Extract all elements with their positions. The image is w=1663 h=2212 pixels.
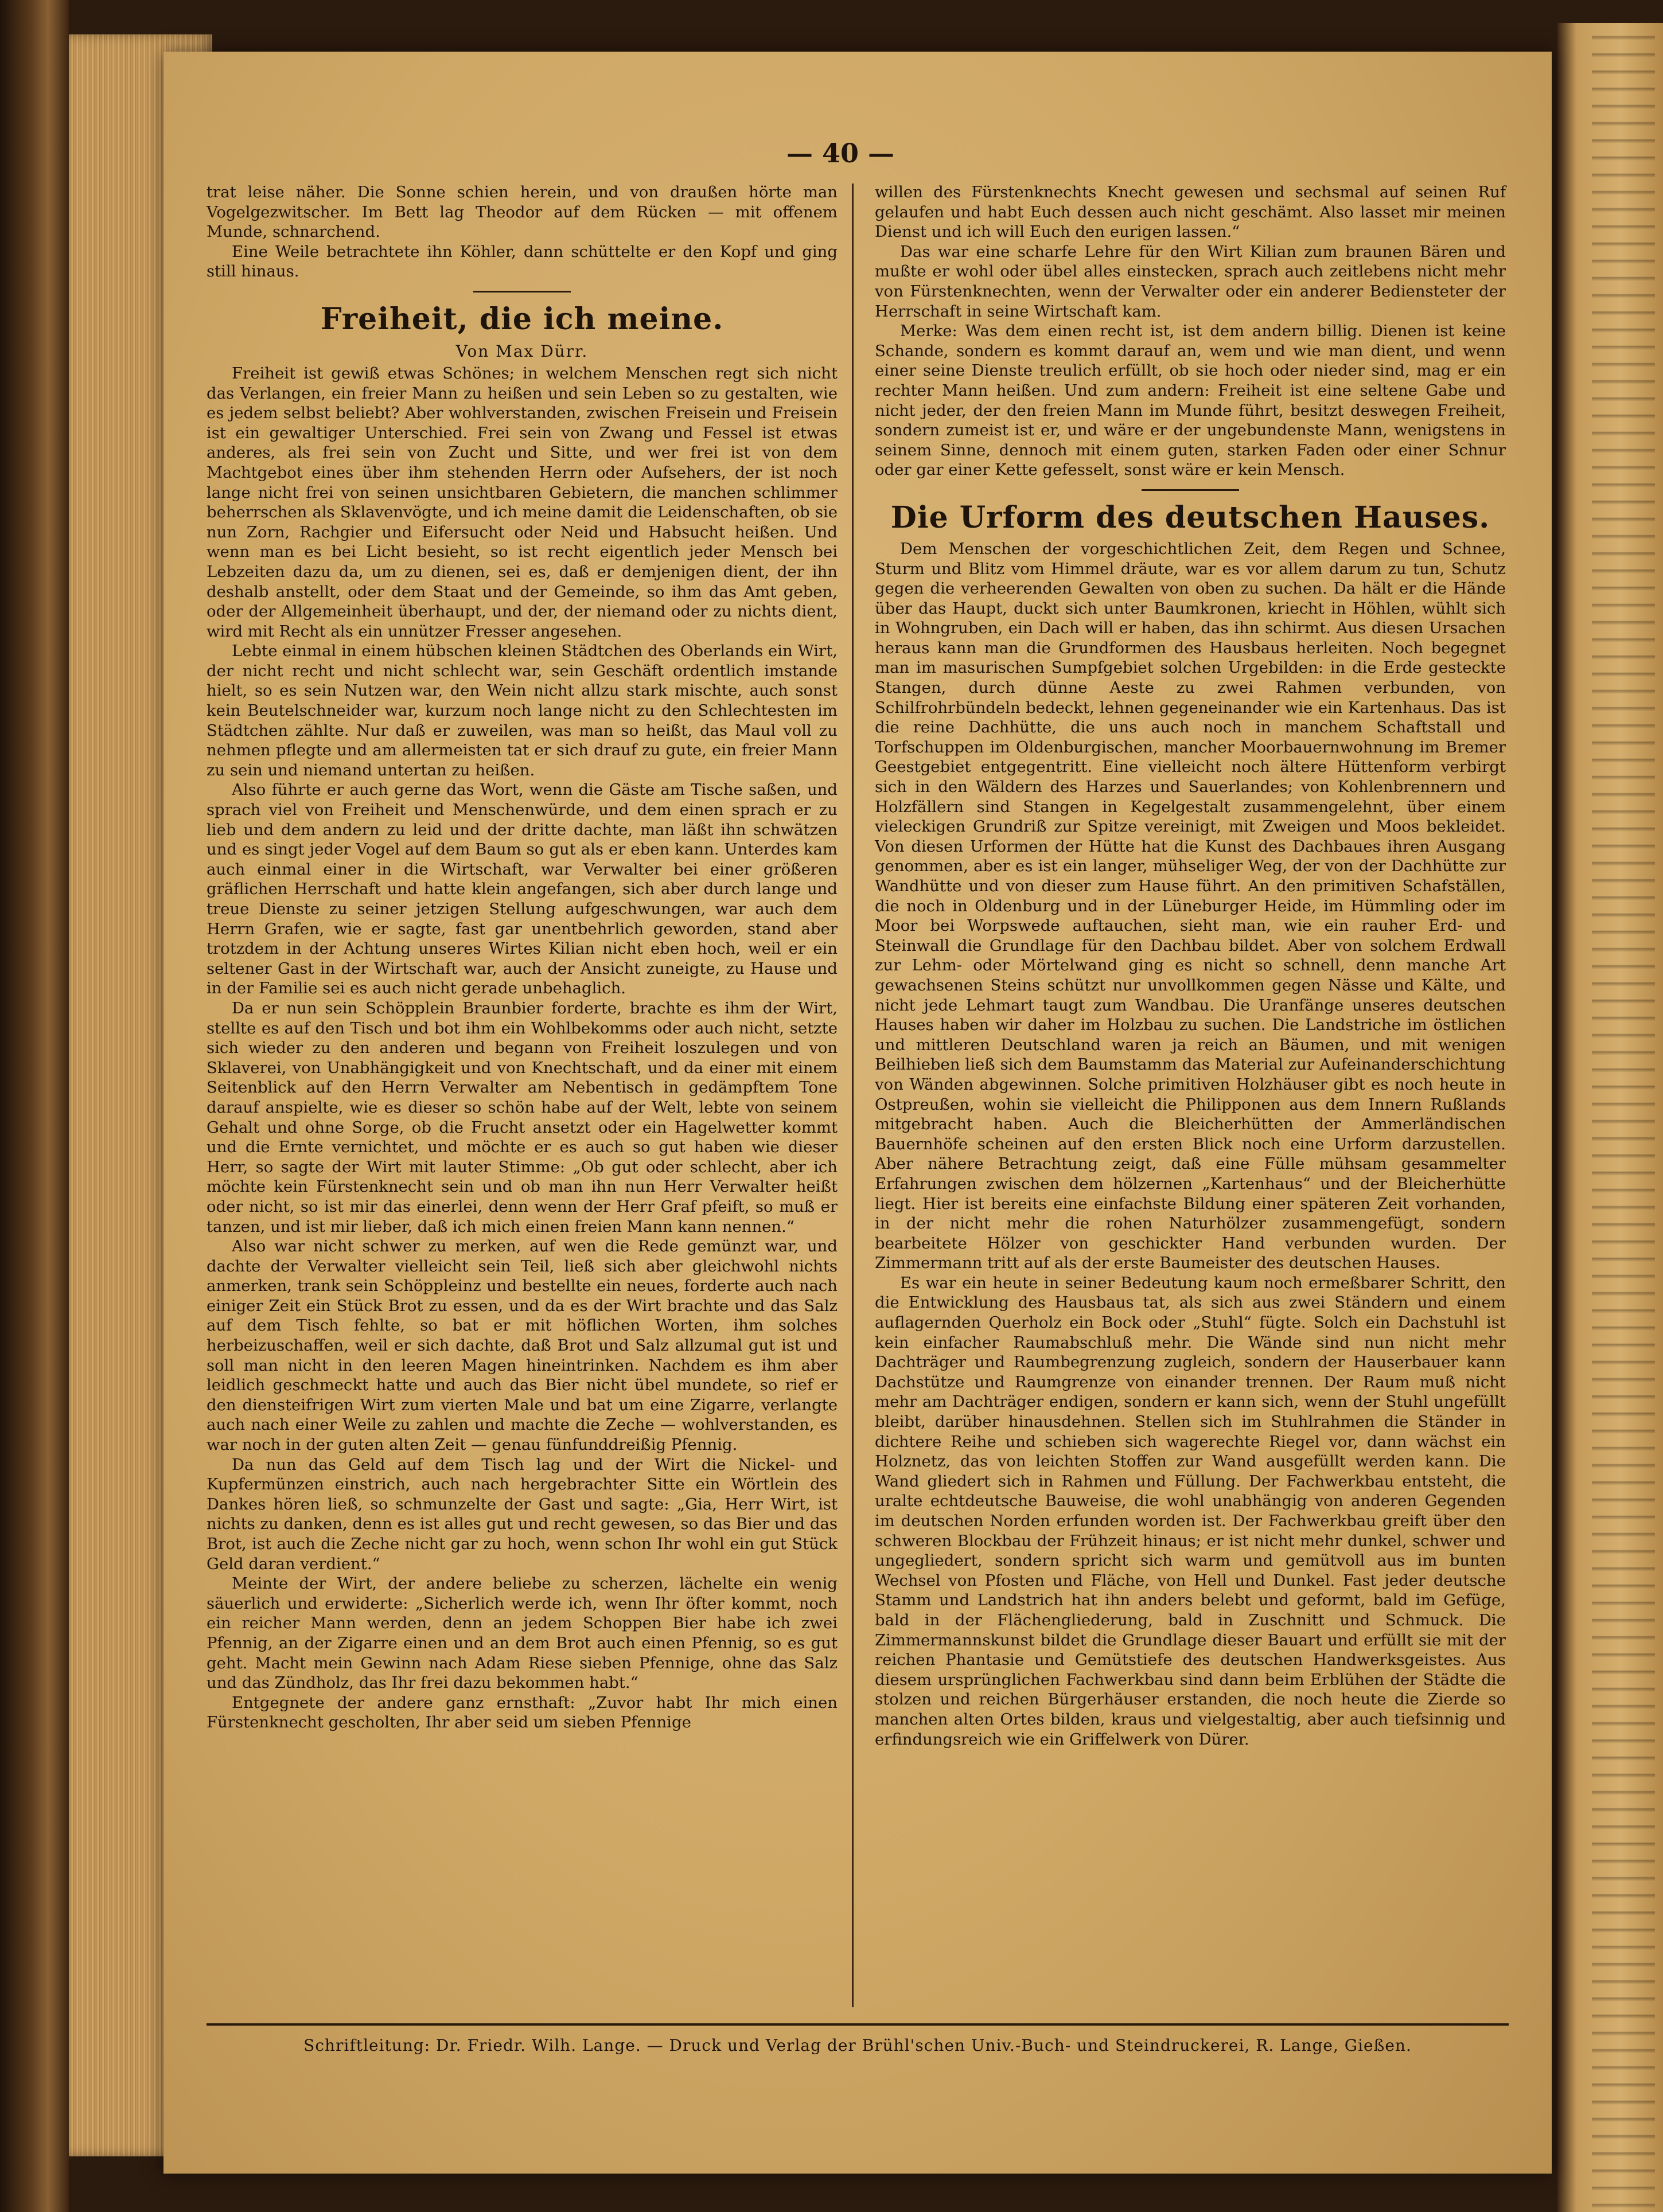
story-paragraph: Meinte der Wirt, der andere beliebe zu scherzen, lächelte ein wenig säuerlich und erwiderte: „Sicherlich werde ich, wenn Ihr öfter kommt, noch ein reicher Mann werden, denn an jedem Schoppen Bier habe ich zwei Pfennig, an der Zigarre einen und an dem Brot auch einen Pfennig, so es gut geht. Macht mein Gewinn nach Adam Riese sieben Pfennige, ohne das Salz und das Zündholz, das Ihr frei dazu bekommen habt.“ xyxy=(207,1574,838,1692)
column-rule xyxy=(852,184,854,2007)
article-paragraph: Dem Menschen der vorgeschichtlichen Zeit, dem Regen und Schnee, Sturm und Blitz vom Himmel dräute, war es vor allem darum zu tun, Schutz gegen die verheerenden Gewalten von oben zu suchen. Da hält er die Hände über das Haupt, duckt sich unter Baumkronen, kriecht in Höhlen, wühlt sich in Wohngruben, ein Dach will er haben, das ihn schirmt. Aus diesen Ursachen heraus kann man die Grundformen des Hausbaus herleiten. Noch begegnet man im masurischen Sumpfgebiet solchen Urgebilden: in die Erde gesteckte Stangen, durch dünne Aeste zu zwei Rahmen verbunden, von Schilfrohrbündeln bedeckt, lehnen gegeneinander wie ein Kartenhaus. Das ist die reine Dachhütte, die uns auch noch in manchem Schaftstall und Torfschuppen im Oldenburgischen, mancher Moorbauernwohnung im Bremer Geestgebiet entgegentritt. Eine vielleicht noch ältere Hüttenform verbirgt sich in den Wäldern des Harzes und Sauerlandes; von Kohlenbrennern und Holzfällern sind Stangen in Kegelgestalt zusammengelehnt, über einem vieleckigen Grundriß zur Spitze vereinigt, mit Zweigen und Moos bekleidet. Von diesen Urformen der Hütte hat die Kunst des Dachbaues ihren Ausgang genommen, aber es ist ein langer, mühseliger Weg, der von der Dachhütte zur Wandhütte und von dieser zum Hause führt. An den primitiven Schafställen, die noch in Oldenburg und in der Lüneburger Heide, im Hümmling oder im Moor bei Worpswede auftauchen, sieht man, wie ein rauher Erd- und Steinwall die Grundlage für den Dachbau bildet. Aber von solchem Erdwall zur Lehm- oder Mörtelwand ging es nicht so schnell, denn manche Art gewachsenen Steins schützt nur unvollkommen gegen Nässe und Kälte, und nicht jede Lehmart taugt zum Wandbau. Die Uranfänge unseres deutschen Hauses haben wir daher im Holzbau zu suchen. Die Landstriche im östlichen und mittleren Deutschland waren ja reich an Bäumen, und mit wenigen Beilhieben ließ sich dem Baumstamm das Material zur Aufeinanderschichtung von Wänden abgewinnen. Solche primitiven Holzhäuser gibt es noch heute in Ostpreußen, wohin sie vielleicht die Philipponen aus dem Innern Rußlands mitgebracht haben. Auch die Bleicherhütten der Ammerländischen Bauernhöfe scheinen auf den ersten Blick noch eine Urform darzustellen. Aber nähere Betrachtung zeigt, daß eine Fülle mühsam gesammelter Erfahrungen zwischen dem hölzernen „Kartenhaus“ und der Bleicherhütte liegt. Hier ist bereits eine einfachste Bildung einer späteren Zeit vorhanden, in der nicht mehr die rohen Naturhölzer zusammengefügt, sondern bearbeitete Hölzer von geschickter Hand verbunden wurden. Der Zimmermann tritt auf als der erste Baumeister des deutschen Hauses. xyxy=(875,539,1506,1273)
story-paragraph: Da nun das Geld auf dem Tisch lag und der Wirt die Nickel- und Kupfermünzen einstrich, auch nach hergebrachter Sitte ein Wörtlein des Dankes hören ließ, so schmunzelte der Gast und sagte: „Gia, Herr Wirt, ist nichts zu danken, denn es ist alles gut und recht gewesen, so das Bier und das Brot, ist auch die Zeche nicht gar zu hoch, wenn schon Ihr wohl ein gut Stück Geld daran verdient.“ xyxy=(207,1455,838,1573)
story-title: Freiheit, die ich meine. xyxy=(320,301,724,337)
story-paragraph: Also führte er auch gerne das Wort, wenn die Gäste am Tische saßen, und sprach viel von Freiheit und Menschenwürde, und dem einen sprach er zu lieb und dem andern zu leid und der dritte dachte, man läßt ihn schwätzen und es singt jeder Vogel auf dem Baum so gut als er eben kann. Unterdes kam auch einmal einer in die Wirtschaft, war Verwalter bei einer größeren gräflichen Herrschaft und hatte klein angefangen, sich aber durch lange und treue Dienste zu seiner jetzigen Stellung aufgeschwungen, war auch dem Herrn Grafen, wie er sagte, fast gar unentbehrlich geworden, stand aber trotzdem in der Achtung unseres Wirtes Kilian nicht eben hoch, weil er ein seltener Gast in der Wirtschaft war, auch der Ansicht zuneigte, zu Hause und in der Familie sei es auch nicht gerade unbehaglich. xyxy=(207,781,838,998)
story-byline: Von Max Dürr. xyxy=(455,341,589,361)
newspaper-page xyxy=(163,52,1552,2174)
continued-paragraph: trat leise näher. Die Sonne schien herein, und von draußen hörte man Vogelgezwitscher. Im Bett lag Theodor auf dem Rücken — mit offenem Munde, schnarchend. xyxy=(207,183,838,241)
footer-rule xyxy=(207,2023,1509,2026)
continued-paragraph: willen des Fürstenknechts Knecht gewesen und sechsmal auf seinen Ruf gelaufen und habt Euch dessen auch nicht geschämt. Also lasset mir meinen Dienst und ich will Euch den eurigen lassen.“ xyxy=(875,183,1506,241)
article-title: Die Urform des deutschen Hauses. xyxy=(890,500,1490,535)
story-paragraph: Lebte einmal in einem hübschen kleinen Städtchen des Oberlands ein Wirt, der nicht recht und nicht schlecht war, sein Geschäft ordentlich imstande hielt, so es sein Nutzen war, den Wein nicht allzu stark mischte, auch sonst kein Beutelschneider war, kurzum noch lange nicht zu den Schlechtesten im Städtchen zählte. Nur daß er zuweilen, was man so heißt, das Maul voll zu nehmen pflegte und am allermeisten tat er sich drauf zu gute, ein freier Mann zu sein und niemand untertan zu heißen. xyxy=(207,642,838,779)
continued-paragraph: Eine Weile betrachtete ihn Köhler, dann schüttelte er den Kopf und ging still hinaus. xyxy=(207,242,838,281)
imprint-footer: Schriftleitung: Dr. Friedr. Wilh. Lange. — Druck und Verlag der Brühl'schen Univ.-Buch- und Steindruckerei, R. Lange, Gießen. xyxy=(303,2036,1412,2055)
right-column xyxy=(875,182,1506,1749)
story-paragraph: Freiheit ist gewiß etwas Schönes; in welchem Menschen regt sich nicht das Verlangen, ein freier Mann zu heißen und sein Leben so zu gestalten, wie es jedem selbst beliebt? Aber wohlverstanden, zwischen Freisein und Freisein ist ein gewaltiger Unterschied. Frei sein von Zwang und Fessel ist etwas anderes, als frei sein von Zucht und Sitte, und wer frei ist von dem Machtgebot eines über ihm stehenden Herrn oder Aufsehers, der ist noch lange nicht frei von seinen unsichtbaren Gebietern, die manchen schlimmer beherrschen als Sklavenvögte, und ich meine damit die Leidenschaften, ob sie nun Zorn, Rachgier und Eifersucht oder Neid und Habsucht heißen. Und wenn man es bei Licht besieht, so ist recht eigentlich jeder Mensch bei Lebzeiten dazu da, um zu dienen, sei es, daß er demjenigen dient, der ihn deshalb anstellt, oder dem Staat und der Gemeinde, so ihm das Amt geben, oder der Allgemeinheit überhaupt, und der, der niemand oder zu nichts dient, wird mit Recht als ein unnützer Fresser angesehen. xyxy=(207,364,838,641)
left-column xyxy=(207,182,838,1733)
facing-page-edge xyxy=(1557,23,1663,2212)
story-paragraph: Entgegnete der andere ganz ernsthaft: „Zuvor habt Ihr mich einen Fürstenknecht gescholten, Ihr aber seid um sieben Pfennige xyxy=(207,1693,838,1732)
article-paragraph: Es war ein heute in seiner Bedeutung kaum noch ermeßbarer Schritt, den die Entwicklung des Hausbaus tat, als sich aus zwei Ständern und einem auflagernden Querholz ein Bock oder „Stuhl“ fügte. Solch ein Dachstuhl ist kein einfacher Raumabschluß mehr. Die Wände sind nun nicht mehr Dachträger und Raumbegrenzung zugleich, sondern der Hauserbauer kann Dachstütze und Raumgrenze von einander trennen. Der Raum muß nicht mehr am Dachträger endigen, sondern er kann sich, wenn der Stuhl ungefüllt bleibt, darüber hinausdehnen. Stellen sich im Stuhlrahmen die Ständer in dichtere Reihe und schieben sich wagerechte Riegel vor, dann wächst ein Holznetz, das von leichten Stoffen zur Wand ausgefüllt werden kann. Die Wand gliedert sich in Rahmen und Füllung. Der Fachwerkbau entsteht, die uralte echtdeutsche Bauweise, die wohl unabhängig von anderen Gegenden im deutschen Norden erfunden worden ist. Der Fachwerkbau greift über den schweren Blockbau der Frühzeit hinaus; er ist nicht mehr dunkel, schwer und ungegliedert, sondern spricht sich warm und gemütvoll aus im bunten Wechsel von Pfosten und Fläche, von Hell und Dunkel. Fast jeder deutsche Stamm und Landstrich hat ihn anders belebt und geformt, bald im Gefüge, bald in der Flächengliederung, bald in Zuschnitt und Schmuck. Die Zimmermannskunst bildet die Grundlage dieser Bauart und erfüllt sie mit der reichen Phantasie und Gemütstiefe des deutschen Handwerksgeistes. Aus diesem ursprünglichen Fachwerkbau sind dann beim Erblühen der Städte die stolzen und reichen Bürgerhäuser erstanden, die noch heute die Zierde so manchen alten Ortes bilden, kraus und vielgestaltig, aber auch tiefsinnig und erfindungsreich wie ein Griffelwerk von Dürer. xyxy=(875,1273,1506,1749)
facing-page-text-shadow xyxy=(1592,23,1655,2212)
story-paragraph: Da er nun sein Schöpplein Braunbier forderte, brachte es ihm der Wirt, stellte es auf den Tisch und bot ihm ein Wohlbekomms oder auch nicht, setzte sich wieder zu den anderen und begann von Freiheit loszulegen und von Sklaverei, von Unabhängigkeit und von Knechtschaft, und da einer mit einem Seitenblick auf den Herrn Verwalter am Nebentisch in gedämpftem Tone darauf anspielte, wie es dieser so schön habe auf der Welt, lebte von seinem Gehalt und ohne Sorge, ob die Frucht ansetzt oder ein Hagelwetter kommt und die Ernte vernichtet, und möchte er es auch so gut haben wie dieser Herr, so sagte der Wirt mit lauter Stimme: „Ob gut oder schlecht, aber ich möchte kein Fürstenknecht sein und ob man ihn nun Herr Verwalter heißt oder nicht, so ist mir das einerlei, denn wenn der Herr Graf pfeift, so muß er tanzen, und ist mir lieber, daß ich mich einen freien Mann kann nennen.“ xyxy=(207,998,838,1236)
continued-paragraph: Merke: Was dem einen recht ist, ist dem andern billig. Dienen ist keine Schande, sondern es kommt darauf an, wem und wie man dient, und wenn einer seine Dienste treulich erfüllt, ob sie hoch oder nieder sind, mag er ein rechter Mann heißen. Und zum andern: Freiheit ist eine seltene Gabe und nicht jeder, der den freien Mann im Munde führt, besitzt deswegen Freiheit, sondern zumeist ist er, und wäre er der ungebundenste Mann, wenigstens in seinem Sinne, dennoch mit einem guten, starken Faden oder einer Schnur oder gar einer Kette gefesselt, sonst wäre er kein Mensch. xyxy=(875,322,1506,479)
section-divider xyxy=(1142,489,1239,491)
continued-paragraph: Das war eine scharfe Lehre für den Wirt Kilian zum braunen Bären und mußte er wohl oder übel alles einstecken, sprach auch zeitlebens nicht mehr von Fürstenknechten, wenn der Verwalter oder ein anderer Bediensteter der Herrschaft in seine Wirtschaft kam. xyxy=(875,242,1506,321)
story-paragraph: Also war nicht schwer zu merken, auf wen die Rede gemünzt war, und dachte der Verwalter vielleicht sein Teil, ließ sich aber gleichwohl nichts anmerken, trank sein Schöppleinz und bestellte ein neues, forderte auch nach einiger Zeit ein Stück Brot zu essen, und da es der Wirt brachte und das Salz auf dem Tisch fehlte, so bat er mit höflichen Worten, ihm solches herbeizuschaffen, weil er sich dachte, daß Brot und Salz allzumal gut ist und soll man nicht in den leeren Magen hineintrinken. Nachdem es ihm aber leidlich geschmeckt hatte und auch das Bier nicht übel mundete, so rief er den diensteifrigen Wirt zum vierten Male und bat um eine Zigarre, verlangte auch nach einer Weile zu zahlen und machte die Zeche — wohlverstanden, es war noch in der guten alten Zeit — genau fünfunddreißig Pfennig. xyxy=(207,1237,838,1454)
section-divider xyxy=(473,291,571,292)
page-number: — 40 — xyxy=(786,138,895,169)
book-binding xyxy=(0,0,69,2212)
